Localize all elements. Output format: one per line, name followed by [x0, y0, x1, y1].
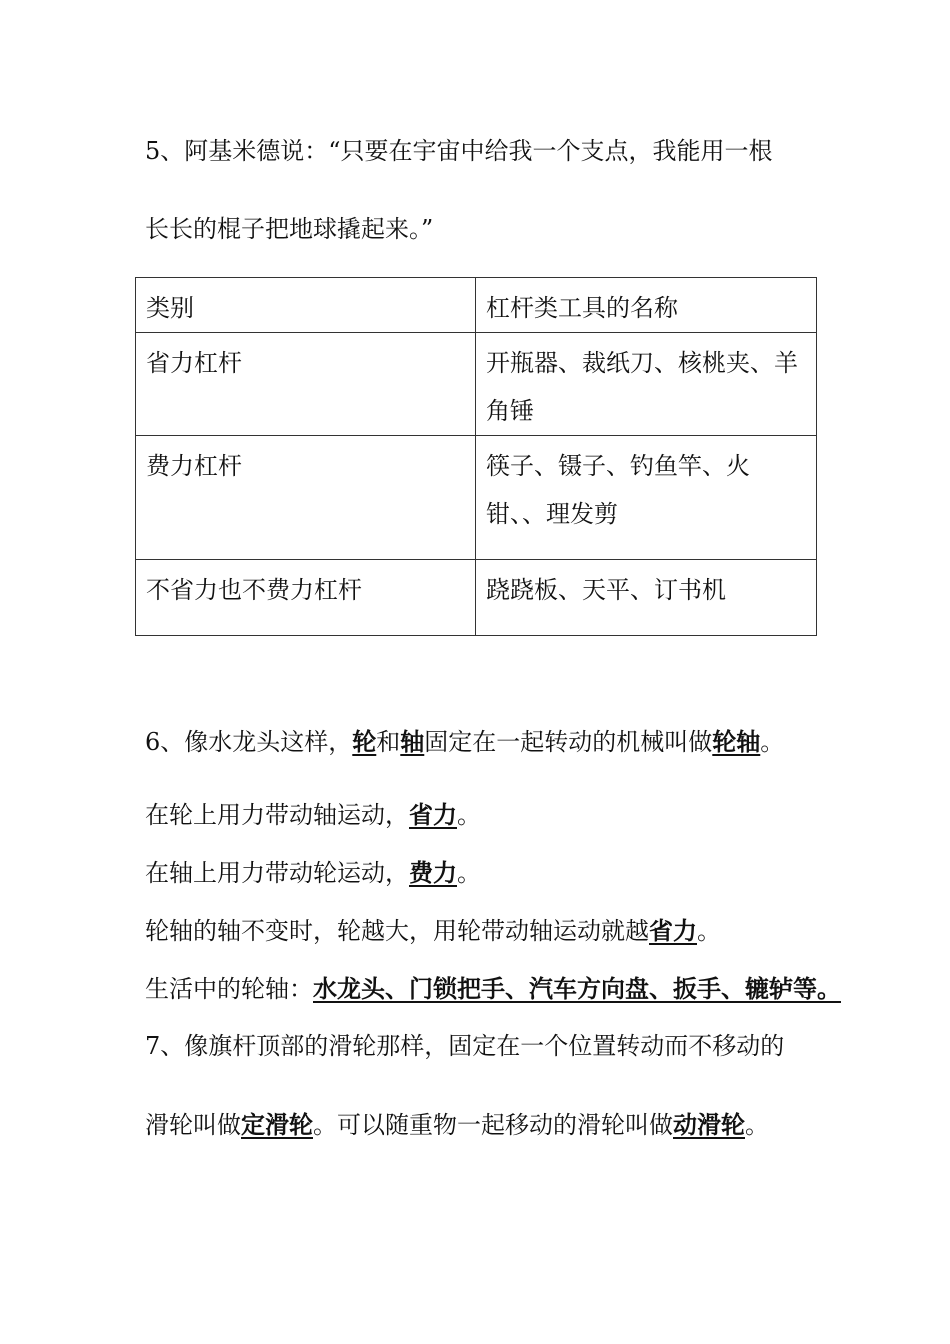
table-cell-category: 不省力也不费力杠杆	[136, 560, 476, 636]
answer-examples: 水龙头、门锁把手、汽车方向盘、扳手、辘轳等。	[313, 974, 841, 1003]
text: 轮轴的轴不变时，轮越大，用轮带动轴运动就越	[145, 917, 649, 945]
text: 6、像水龙头这样，	[145, 728, 353, 756]
table-row	[136, 560, 817, 636]
text: 和	[376, 728, 401, 756]
q7-line-2	[145, 1110, 769, 1140]
q6-line-5	[145, 974, 841, 1004]
text: 。	[457, 859, 481, 887]
text: 。	[457, 801, 481, 829]
q6-line-1	[145, 727, 784, 757]
text: 。	[745, 1111, 769, 1139]
table-row	[136, 436, 817, 560]
q6-line-3	[145, 858, 481, 888]
q6-line-4	[145, 916, 721, 946]
answer-wheel-axle: 轮轴	[712, 727, 761, 756]
q6-line-2	[145, 800, 481, 830]
text: 在轮上用力带动轴运动，	[145, 801, 409, 829]
text: 。	[697, 917, 721, 945]
text: 。可以随重物一起移动的滑轮叫做	[313, 1111, 673, 1139]
answer-fixed-pulley: 定滑轮	[241, 1110, 313, 1139]
table-cell-category: 费力杠杆	[136, 436, 476, 560]
answer: 费力	[409, 858, 457, 887]
answer-movable-pulley: 动滑轮	[673, 1110, 745, 1139]
table-row	[136, 333, 817, 436]
table-cell-tools: 跷跷板、天平、订书机	[476, 560, 817, 636]
answer-wheel: 轮	[352, 727, 377, 756]
table-header-category: 类别	[136, 278, 476, 333]
table-header-row	[136, 278, 817, 333]
table-cell-tools: 筷子、镊子、钓鱼竿、火钳、、理发剪	[476, 436, 817, 560]
text: 固定在一起转动的机械叫做	[424, 728, 713, 756]
q5-line-2: 长长的棍子把地球撬起来。”	[145, 215, 434, 243]
answer: 省力	[649, 916, 697, 945]
lever-table	[135, 277, 817, 636]
table-header-tools: 杠杆类工具的名称	[476, 278, 817, 333]
q7-line-1: 7、像旗杆顶部的滑轮那样，固定在一个位置转动而不移动的	[145, 1032, 785, 1060]
text: 在轴上用力带动轮运动，	[145, 859, 409, 887]
table-cell-category: 省力杠杆	[136, 333, 476, 436]
answer: 省力	[409, 800, 457, 829]
text: 。	[760, 728, 785, 756]
text: 滑轮叫做	[145, 1111, 241, 1139]
text: 生活中的轮轴：	[145, 975, 313, 1003]
answer-axle: 轴	[400, 727, 425, 756]
q5-line-1: 5、阿基米德说：“只要在宇宙中给我一个支点，我能用一根	[145, 137, 773, 165]
table-cell-tools: 开瓶器、裁纸刀、核桃夹、羊角锤	[476, 333, 817, 436]
